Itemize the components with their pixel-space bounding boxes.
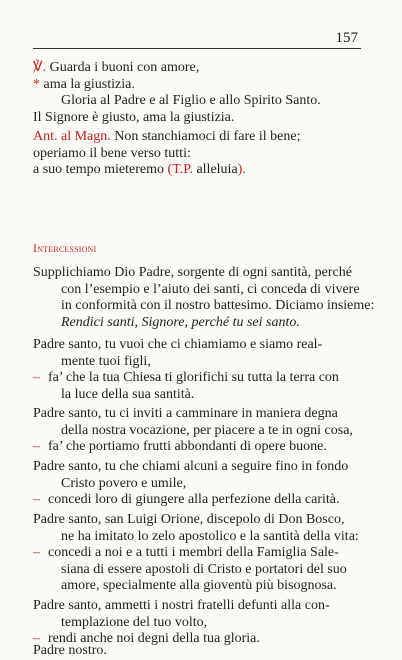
versicle-symbol: ℣.	[33, 60, 47, 75]
antiphon-line-2: operiamo il bene verso tutti:	[33, 145, 191, 161]
antiphon-line-3	[33, 162, 367, 179]
header-rule	[33, 48, 361, 49]
prayer-5-line-1: Padre santo, ammetti i nostri fratelli defunti alla con-	[33, 598, 330, 613]
gloria-line: Gloria al Padre e al Figlio e allo Spirito Santo.	[61, 93, 321, 108]
response-text: ama la giustizia.	[43, 76, 135, 92]
intro-line-1: Supplichiamo Dio Padre, sorgente di ogni santità, perché	[33, 265, 352, 280]
prayer-3-line-2: Cristo povero e umile,	[61, 475, 187, 491]
intro-line-2: con l’esempio e l’aiuto dei santi, ci conceda di vivere	[61, 281, 360, 297]
antiphon-text-1: Non stanchiamoci di fare il bene;	[114, 129, 301, 144]
prayer-1-response-2: la luce della sua santità.	[61, 386, 195, 402]
response-star: *	[33, 76, 40, 92]
tp-close: ).	[237, 162, 246, 177]
prayer-4-response-2: siana di essere apostoli di Cristo e portatori del suo	[61, 561, 347, 577]
alleluia-text: alleluia	[192, 162, 238, 177]
prayer-1	[33, 337, 367, 403]
intro-line-3: in conformità con il nostro battesimo. Diciamo insieme:	[61, 298, 375, 313]
section-heading: Intercessioni	[33, 241, 97, 255]
prayer-4-line-2: ne ha imitato lo zelo apostolico e la santità della vita:	[61, 528, 359, 544]
antiphon-label: Ant. al Magn.	[33, 129, 111, 144]
prayer-1-line-2: mente tuoi figli,	[61, 353, 151, 369]
intro-response: Rendici santi, Signore, perché tu sei santo.	[61, 314, 300, 330]
prayer-1-line-1: Padre santo, tu vuoi che ci chiamiamo e siamo real-	[33, 337, 323, 352]
prayer-4-response-3: amore, specialmente alla gioventù più bisognosa.	[61, 578, 337, 593]
prayer-5-line-2: templazione del tuo volto,	[61, 614, 208, 630]
prayer-4	[33, 512, 367, 595]
versicle-line	[33, 60, 367, 77]
prayer-1-response-1: – fa’ che la tua Chiesa ti glorifichi su tutta la terra con	[33, 370, 339, 385]
intercession-intro	[33, 265, 375, 331]
response-line	[33, 77, 367, 94]
response-dash: –	[33, 631, 40, 646]
prayer-3-line-1: Padre santo, tu che chiami alcuni a seguire fino in fondo	[33, 459, 349, 474]
prayer-5-response-1: – rendi anche noi degni della tua gloria.	[33, 631, 260, 646]
repeat-line: Il Signore è giusto, ama la giustizia.	[33, 109, 235, 125]
versicle-text: Guarda i buoni con amore,	[49, 60, 200, 75]
closing-line: Padre nostro.	[33, 643, 107, 658]
antiphon-text-3: a suo tempo mieteremo	[33, 162, 168, 177]
prayer-3-response-1: – concedi loro di giungere alla perfezione della carità.	[33, 492, 340, 507]
prayer-2-line-2: della nostra vocazione, per piacere a te in ogni cosa,	[61, 422, 353, 438]
versicle-block	[33, 60, 367, 126]
antiphon-block	[33, 129, 367, 179]
response-dash: –	[33, 439, 40, 454]
prayer-2-line-1: Padre santo, tu ci inviti a camminare in maniera degna	[33, 406, 338, 421]
page-number: 157	[335, 30, 358, 46]
prayer-4-response-1: – concedi a noi e a tutti i membri della Famiglia Sale-	[33, 545, 339, 560]
response-dash: –	[33, 545, 40, 560]
prayer-4-line-1: Padre santo, san Luigi Orione, discepolo di Don Bosco,	[33, 512, 345, 527]
prayer-2-response-1: – fa’ che portiamo frutti abbondanti di opere buone.	[33, 439, 327, 454]
prayer-5	[33, 598, 367, 648]
response-dash: –	[33, 492, 40, 507]
prayer-2	[33, 406, 367, 456]
response-dash: –	[33, 370, 40, 385]
antiphon-line-1	[33, 129, 367, 146]
prayer-3	[33, 459, 367, 509]
tp-marker: (T.P.	[167, 162, 193, 177]
